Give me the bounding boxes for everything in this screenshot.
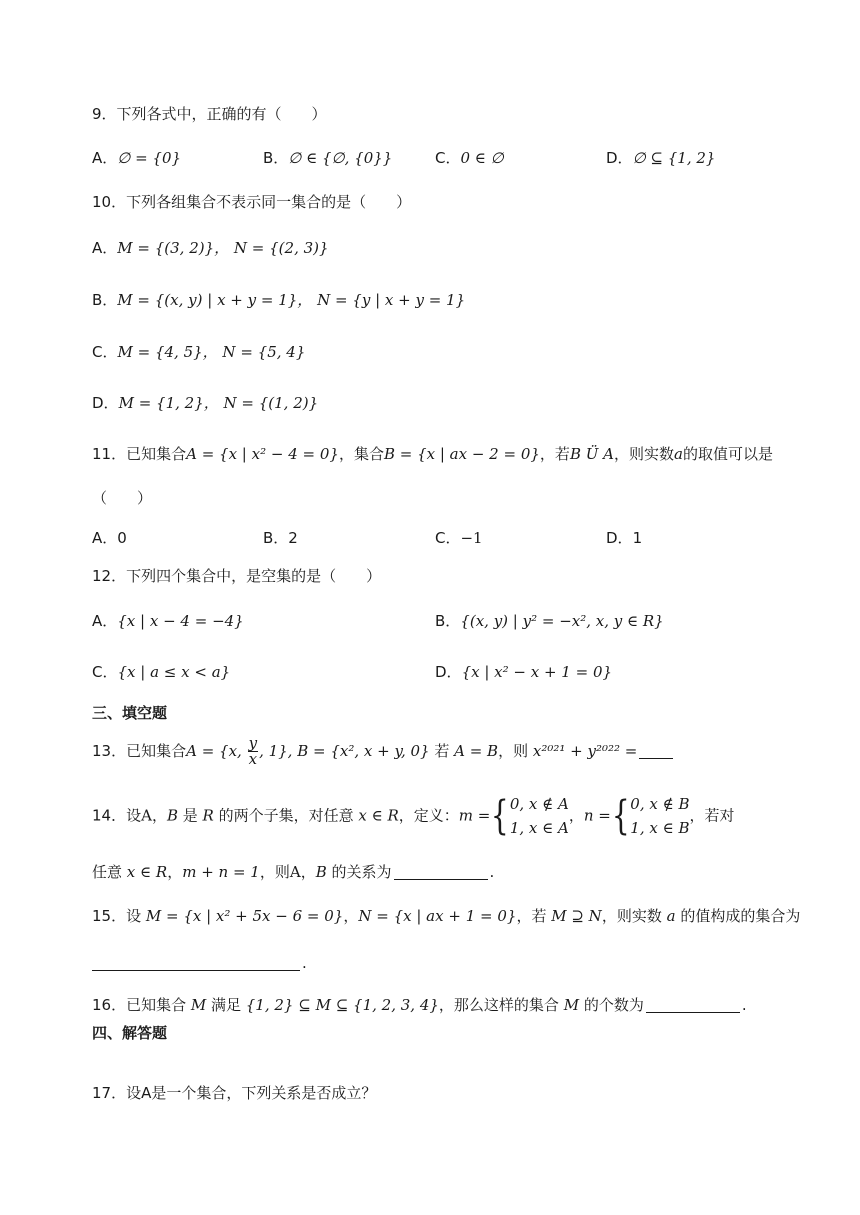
option-label: C． — [435, 529, 461, 547]
set-m-label: M — [563, 996, 580, 1014]
option-label: D． — [606, 149, 633, 167]
left-brace-icon: { — [611, 793, 630, 839]
option-expr: 0 — [117, 529, 127, 547]
stem-text: 16．已知集合 — [92, 996, 191, 1014]
option-expr: M = {(3, 2)}， N = {(2, 3)} — [117, 239, 329, 257]
x-in-r-expr: x ∈ R — [126, 863, 168, 881]
option-label: C． — [92, 663, 118, 681]
q11-option-d[interactable] — [606, 527, 642, 549]
option-label: D． — [606, 529, 633, 547]
stem-text: 的值构成的集合为 — [675, 907, 801, 925]
option-expr: {x | x² − x + 1 = 0} — [461, 663, 613, 681]
stem-text: ，若对 — [689, 806, 735, 825]
q10-stem: 10．下列各组集合不表示同一集合的是（ ） — [92, 193, 412, 211]
answer-blank[interactable] — [92, 954, 300, 971]
stem-text: . — [489, 863, 495, 881]
answer-blank[interactable] — [646, 996, 740, 1013]
option-expr: 1 — [632, 529, 643, 547]
stem-text: ，那么这样的集合 — [438, 996, 564, 1014]
stem-text: 15．设 — [92, 907, 146, 925]
q12-option-d[interactable] — [435, 661, 612, 683]
q14-stem-line2 — [92, 861, 494, 883]
stem-text: . — [302, 954, 307, 972]
set-a-label: A — [141, 806, 152, 825]
option-expr: {(x, y) | y² = −x², x, y ∈ R} — [460, 612, 664, 630]
option-label: B． — [92, 291, 118, 309]
stem-text: 的关系为 — [326, 863, 392, 881]
section-heading-answer: 四、解答题 — [92, 1024, 168, 1042]
case-line: 1, x ∈ A — [509, 819, 569, 837]
x-in-r-expr: x ∈ R — [358, 806, 399, 825]
option-label: A． — [92, 149, 118, 167]
q10-option-a[interactable] — [92, 237, 329, 259]
stem-text: ，则实数 — [601, 907, 667, 925]
option-expr: ∅ = {0} — [117, 149, 182, 167]
option-label: B． — [263, 149, 289, 167]
case-line: 0, x ∉ A — [509, 795, 569, 813]
option-expr: ∅ ⊆ {1, 2} — [632, 149, 716, 167]
n-definition-lhs: n = — [583, 806, 611, 825]
q12-option-c[interactable] — [92, 661, 230, 683]
q11-option-b[interactable] — [263, 527, 298, 549]
stem-text: ，若 — [539, 445, 570, 463]
q11-option-a[interactable] — [92, 527, 127, 549]
target-expr: x²⁰²¹ + y²⁰²² = — [532, 742, 638, 760]
q9-option-a[interactable] — [92, 147, 181, 169]
q10-option-b[interactable] — [92, 289, 465, 311]
case-line: 1, x ∈ B — [630, 819, 690, 837]
q9-option-b[interactable] — [263, 147, 392, 169]
stem-text: 任意 — [92, 863, 127, 881]
q15-answer-line — [92, 952, 307, 974]
set-a-label: A — [289, 863, 301, 881]
stem-text: 的取值可以是 — [682, 445, 773, 463]
set-m-expr: M = {x | x² + 5x − 6 = 0} — [145, 907, 344, 925]
set-r-label: R — [202, 806, 214, 825]
option-expr: M = {(x, y) | x + y = 1}， N = {y | x + y = 1} — [117, 291, 466, 309]
condition-expr: {1, 2} ⊆ M ⊆ {1, 2, 3, 4} — [245, 996, 439, 1014]
condition-expr: M ⊇ N — [551, 907, 602, 925]
q9-stem: 9．下列各式中，正确的有（ ） — [92, 105, 327, 123]
q12-stem: 12．下列四个集合中，是空集的是（ ） — [92, 567, 382, 585]
section-heading-fill-in: 三、填空题 — [92, 704, 168, 722]
stem-text: ， — [167, 863, 183, 881]
option-expr: ∅ ∈ {∅, {0}} — [288, 149, 393, 167]
set-a-start: A = {x, — [186, 742, 247, 760]
answer-blank[interactable] — [639, 742, 673, 759]
q11-answer-paren: （ ） — [92, 489, 153, 507]
answer-blank[interactable] — [394, 863, 488, 880]
stem-text: 11．已知集合 — [92, 445, 187, 463]
q12-option-b[interactable] — [435, 610, 664, 632]
option-label: B． — [263, 529, 289, 547]
fraction-numerator: y — [248, 734, 258, 752]
stem-text: 14．设 — [92, 806, 142, 825]
condition-expr: m + n = 1 — [182, 863, 260, 881]
stem-text: ，则 — [259, 863, 290, 881]
set-a-end: , 1}, B = {x², x + y, 0} — [259, 742, 430, 760]
relation-expr: B Ü A — [569, 445, 614, 463]
variable-a: a — [674, 445, 683, 463]
set-b-label: B — [166, 806, 178, 825]
option-label: A． — [92, 529, 118, 547]
stem-text: ， — [343, 907, 359, 925]
option-expr: 0 ∈ ∅ — [460, 149, 504, 167]
option-expr: 2 — [288, 529, 298, 547]
q13-stem — [92, 736, 675, 767]
fraction-denominator: x — [248, 750, 258, 768]
stem-text: ，则实数 — [613, 445, 674, 463]
set-b-expr: B = {x | ax − 2 = 0} — [383, 445, 540, 463]
option-label: C． — [92, 343, 118, 361]
option-expr: {x | x − 4 = −4} — [117, 612, 244, 630]
option-label: B． — [435, 612, 461, 630]
option-label: D． — [435, 663, 462, 681]
q14-stem — [92, 792, 735, 840]
m-cases — [510, 792, 569, 840]
stem-text: ，若 — [516, 907, 552, 925]
q9-option-d[interactable] — [606, 147, 715, 169]
q9-option-c[interactable] — [435, 147, 504, 169]
stem-text: ，定义： — [398, 806, 459, 825]
option-expr: −1 — [460, 529, 483, 547]
stem-text: ， — [300, 863, 316, 881]
stem-text: ， — [151, 806, 167, 825]
option-expr: M = {4, 5}， N = {5, 4} — [117, 343, 306, 361]
option-label: D． — [92, 394, 119, 412]
n-cases — [630, 792, 689, 840]
option-label: A． — [92, 612, 118, 630]
set-n-expr: N = {x | ax + 1 = 0} — [358, 907, 517, 925]
q10-option-d[interactable] — [92, 392, 318, 414]
stem-text: . — [741, 996, 747, 1014]
stem-text: ，集合 — [338, 445, 384, 463]
option-label: A． — [92, 239, 118, 257]
case-line: 0, x ∉ B — [630, 795, 690, 813]
q11-stem — [92, 443, 773, 465]
stem-text: 的两个子集，对任意 — [213, 806, 359, 825]
q12-option-a[interactable] — [92, 610, 244, 632]
condition-expr: A = B — [454, 742, 499, 760]
q16-stem — [92, 994, 747, 1016]
stem-text: 13．已知集合 — [92, 742, 187, 760]
stem-text: 的个数为 — [579, 996, 644, 1014]
stem-text: ，则 — [498, 742, 533, 760]
option-expr: {x | a ≤ x < a} — [117, 663, 231, 681]
set-b-label: B — [315, 863, 327, 881]
option-label: C． — [435, 149, 461, 167]
stem-text: ， — [568, 806, 584, 825]
fraction-y-over-x — [248, 736, 258, 767]
left-brace-icon: { — [491, 793, 509, 839]
stem-text: 若 — [429, 742, 455, 760]
q11-option-c[interactable] — [435, 527, 483, 549]
variable-a: a — [666, 907, 676, 925]
set-a-expr: A = {x | x² − 4 = 0} — [186, 445, 339, 463]
stem-text: 是 — [177, 806, 203, 825]
set-m-label: M — [190, 996, 207, 1014]
m-definition-lhs: m = — [458, 806, 491, 825]
stem-text: 满足 — [206, 996, 246, 1014]
option-expr: M = {1, 2}， N = {(1, 2)} — [118, 394, 319, 412]
q10-option-c[interactable] — [92, 341, 305, 363]
q15-stem — [92, 905, 800, 927]
q17-stem: 17．设A是一个集合，下列关系是否成立？ — [92, 1084, 377, 1102]
